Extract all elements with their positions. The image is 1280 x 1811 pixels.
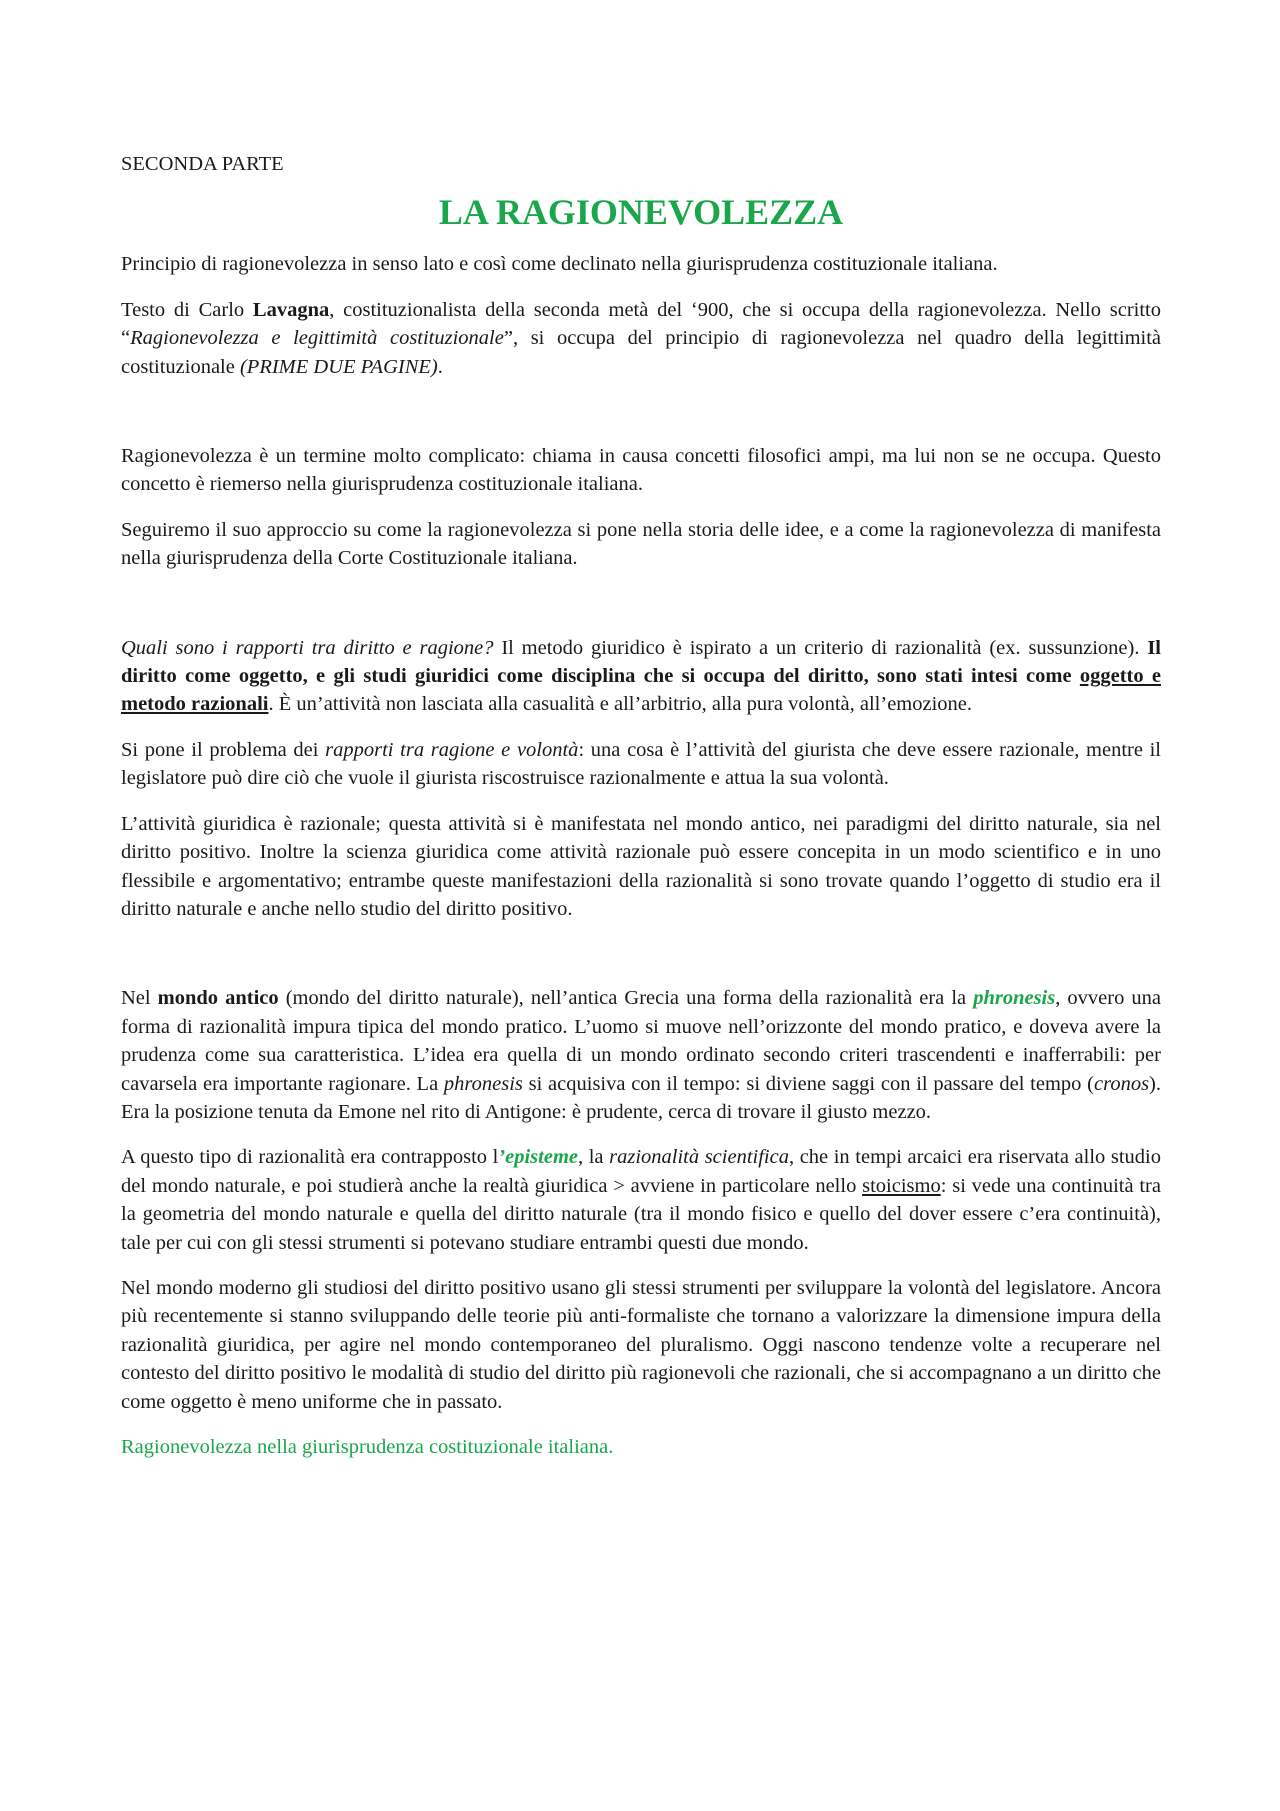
section-heading-green: Ragionevolezza nella giurisprudenza costituzionale italiana. bbox=[121, 1436, 614, 1458]
paragraph-gap bbox=[121, 940, 1161, 984]
pages-note: (PRIME DUE PAGINE) bbox=[239, 355, 438, 378]
page-title: LA RAGIONEVOLEZZA bbox=[438, 192, 844, 233]
phronesis-term: phronesis bbox=[973, 987, 1056, 1010]
modern-world-paragraph: Nel mondo moderno gli studiosi del diritto positivo usano gli stessi strumenti per sviluppare la volontà del legislatore. Ancora più recentemente si stanno sviluppando delle teorie più anti-formaliste che tornano a valorizzare la dimensione impura della razionalità giuridica, per agire nel mondo contemporaneo del pluralismo. Oggi nascono tendenze volte a recuperare nel contesto del diritto positivo le modalità di studio del diritto più ragionevoli che razionali, che si accompagnano a un diritto che come oggetto è meno uniforme che in passato. bbox=[121, 1276, 1161, 1413]
bold-term: mondo antico bbox=[157, 987, 279, 1010]
reason-will-paragraph: Si pone il problema dei rapporti tra ragione e volontà: una cosa è l’attività del giurista che deve essere razionale, mentre il legislatore può dire ciò che vuole il giurista riscostruisce razionalmente e attua la sua volontà. bbox=[121, 738, 1161, 790]
question-text: Quali sono i rapporti tra diritto e ragione? bbox=[121, 636, 494, 659]
scientific-rationality: razionalità scientifica bbox=[609, 1146, 789, 1169]
author-name: Lavagna bbox=[252, 298, 330, 321]
ancient-world-paragraph: Nel mondo antico (mondo del diritto naturale), nell’antica Grecia una forma della razionalità era la phronesis, ovvero una forma di razionalità impura tipica del mondo pratico. L’uomo si muove nell’orizzonte del mondo pratico, e doveva avere la prudenza come sua caratteristica. L’idea era quella di un mondo ordinato secondo criteri trascendenti e inafferrabili: per cavarsela era importante ragionare. La phronesis si acquisiva con il tempo: si diviene saggi con il passare del tempo (cronos). Era la posizione tenuta da Emone nel rito di Antigone: è prudente, cerca di trovare il giusto mezzo. bbox=[121, 987, 1161, 1123]
intro-paragraph: Principio di ragionevolezza in senso lato e così come declinato nella giurisprudenza costituzionale italiana. bbox=[121, 253, 998, 276]
law-reason-paragraph: Quali sono i rapporti tra diritto e ragione? Il metodo giuridico è ispirato a un criterio di razionalità (ex. sussunzione). Il diritto come oggetto, e gli studi giuridici come disciplina che si occupa del diritto, sono stati intesi come oggetto e metodo razionali. È un’attività non lasciata alla casualità e all’arbitrio, alla pura volontà, all’emozione. bbox=[121, 636, 1161, 716]
complexity-paragraph: Ragionevolezza è un termine molto complicato: chiama in causa concetti filosofici ampi, ma lui non se ne occupa. Questo concetto è riemerso nella giurisprudenza costituzionale italiana. bbox=[121, 445, 1161, 496]
underlined-phrase: oggetto e metodo razionali bbox=[121, 665, 1161, 716]
bold-statement: Il diritto come oggetto, e gli studi giuridici come disciplina che si occupa del diritto, sono stati intesi come oggetto e metodo razionali bbox=[121, 636, 1161, 716]
paragraph-gap bbox=[121, 590, 1161, 634]
stoicism-term: stoicismo bbox=[862, 1174, 941, 1197]
episteme-paragraph: A questo tipo di razionalità era contrapposto l’episteme, la razionalità scientifica, che in tempi arcaici era riservata allo studio del mondo naturale, e poi studierà anche la realtà giuridica > avviene in particolare nello stoicismo: si vede una continuità tra la geometria del mondo naturale e quella del diritto naturale (tra il mondo fisico e quello del dover essere c’era continuità), tale per cui con gli stessi strumenti si potevano studiare entrambi questi due mondo. bbox=[121, 1146, 1161, 1254]
part-label: SECONDA PARTE bbox=[121, 153, 284, 175]
cronos-term: cronos bbox=[1094, 1072, 1150, 1095]
work-title: Ragionevolezza e legittimità costituzionale bbox=[130, 327, 504, 350]
document-page bbox=[121, 150, 1161, 1478]
episteme-term: ’episteme bbox=[498, 1146, 579, 1169]
italic-phrase: rapporti tra ragione e volontà bbox=[325, 738, 579, 761]
approach-paragraph: Seguiremo il suo approccio su come la ragionevolezza si pone nella storia delle idee, e a come la ragionevolezza di manifesta nella giurisprudenza della Corte Costituzionale italiana. bbox=[121, 518, 1161, 570]
lavagna-paragraph: Testo di Carlo Lavagna, costituzionalista della seconda metà del ‘900, che si occupa della ragionevolezza. Nello scritto “Ragionevolezza e legittimità costituzionale”, si occupa del principio di ragionevolezza nel quadro della legittimità costituzionale (PRIME DUE PAGINE). bbox=[121, 298, 1162, 378]
paragraph-gap bbox=[121, 398, 1161, 442]
phronesis-italic: phronesis bbox=[443, 1072, 523, 1095]
legal-activity-paragraph: L’attività giuridica è razionale; questa attività si è manifestata nel mondo antico, nei paradigmi del diritto naturale, sia nel diritto positivo. Inoltre la scienza giuridica come attività razionale può essere concepita in un modo scientifico e in uno flessibile e argomentativo; entrambe queste manifestazioni della razionalità si sono trovate quando l’oggetto di studio era il diritto naturale e anche nello studio del diritto positivo. bbox=[121, 812, 1161, 920]
